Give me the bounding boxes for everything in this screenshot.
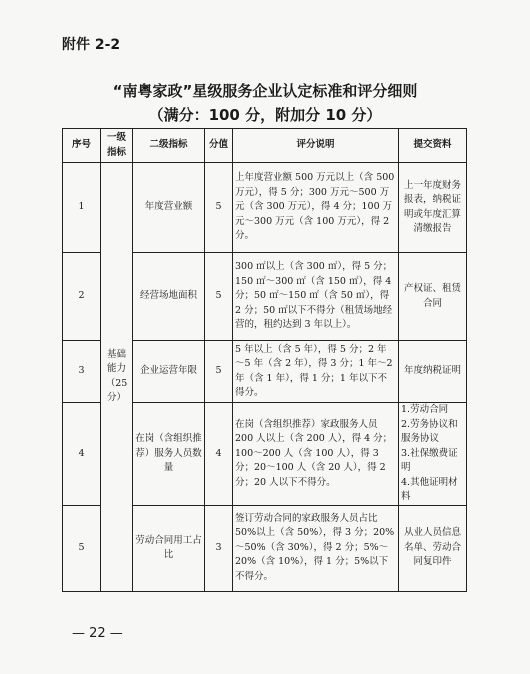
table-header-row xyxy=(63,129,467,163)
page-number: — 22 — xyxy=(72,626,123,641)
header-score: 分值 xyxy=(205,129,233,163)
header-level1: 一级指标 xyxy=(101,129,133,163)
row-score: 3 xyxy=(205,505,233,591)
attachment-label: 附件 2-2 xyxy=(62,37,121,53)
row-score: 4 xyxy=(205,403,233,506)
row-desc: 5 年以上（含 5 年），得 5 分；2 年～5 年（含 2 年），得 3 分；1 年～2 年（含 1 年），得 1 分；1 年以下不得分。 xyxy=(233,341,399,403)
row-desc: 上年度营业额 500 万元以上（含 500 万元），得 5 分；300 万元～500 万元（含 300 万元），得 4 分；100 万元～300 万元（含 100 万元），得 2 分。 xyxy=(233,163,399,253)
row-level2: 在岗（含组织推荐）服务人员数量 xyxy=(133,403,205,506)
row-docs: 年度纳税证明 xyxy=(399,341,467,403)
row-seq: 3 xyxy=(63,341,101,403)
row-seq: 4 xyxy=(63,403,101,506)
header-docs: 提交资料 xyxy=(399,129,467,163)
row-level2: 劳动合同用工占比 xyxy=(133,505,205,591)
row-level2: 企业运营年限 xyxy=(133,341,205,403)
row-docs: 上一年度财务报表，纳税证明或年度汇算清缴报告 xyxy=(399,163,467,253)
row-docs: 产权证、租赁合同 xyxy=(399,253,467,341)
row-score: 5 xyxy=(205,253,233,341)
row-desc: 300 ㎡以上（含 300 ㎡），得 5 分；150 ㎡～300 ㎡（含 150 ㎡），得 4 分；50 ㎡～150 ㎡（含 50 ㎡），得 2 分；50 ㎡以下不得分（租赁场地经营的，租约达到 3 年以上）。 xyxy=(233,253,399,341)
group-label: 基础能力（25分） xyxy=(101,163,133,592)
row-desc: 在岗（含组织推荐）家政服务人员 200 人以上（含 200 人），得 4 分；100～200 人（含 100 人），得 3 分；20～100 人（含 20 人），得 2 分；20 人以下不得分。 xyxy=(233,403,399,506)
header-seq: 序号 xyxy=(63,129,101,163)
header-desc: 评分说明 xyxy=(233,129,399,163)
document-subtitle: （满分：100 分，附加分 10 分） xyxy=(148,106,382,124)
table-row xyxy=(63,163,467,253)
row-level2: 年度营业额 xyxy=(133,163,205,253)
row-seq: 5 xyxy=(63,505,101,591)
criteria-table xyxy=(62,128,467,592)
row-level2: 经营场地面积 xyxy=(133,253,205,341)
row-score: 5 xyxy=(205,163,233,253)
row-seq: 2 xyxy=(63,253,101,341)
row-docs: 从业人员信息名单、劳动合同复印件 xyxy=(399,505,467,591)
row-docs: 1.劳动合同 2.劳务协议和服务协议 3.社保缴费证明 4.其他证明材料 xyxy=(399,403,467,506)
document-title: “南粤家政”星级服务企业认定标准和评分细则 xyxy=(112,82,418,100)
row-seq: 1 xyxy=(63,163,101,253)
row-score: 5 xyxy=(205,341,233,403)
header-level2: 二级指标 xyxy=(133,129,205,163)
row-desc: 签订劳动合同的家政服务人员占比 50%以上（含 50%），得 3 分；20%～50%（含 30%），得 2 分；5%～20%（含 10%），得 1 分；5%以下不得分。 xyxy=(233,505,399,591)
